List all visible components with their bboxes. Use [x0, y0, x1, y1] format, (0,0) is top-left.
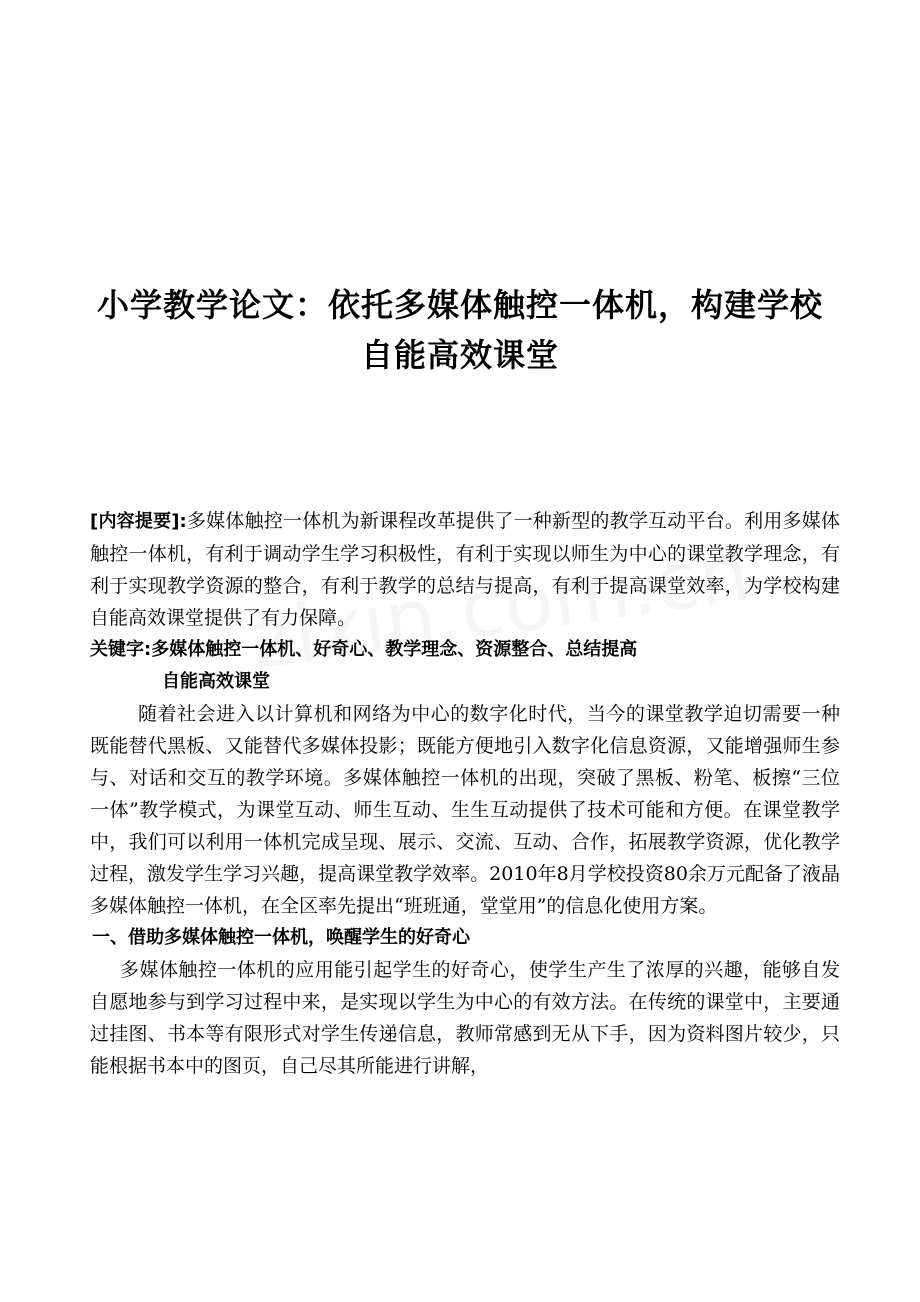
abstract-text: 多媒体触控一体机为新课程改革提供了一种新型的教学互动平台。利用多媒体触控一体机，有利于调动学生学习积极性，有利于实现以师生为中心的课堂教学理念，有利于实现教学资源的整合，有利于教学的总结与提高，有利于提高课堂效率，为学校构建自能高效课堂提供了有力保障。 [90, 510, 840, 629]
document-body [90, 505, 840, 1082]
title-line-2: 自能高效课堂 [360, 336, 559, 374]
section-heading: 一、借助多媒体触控一体机，唤醒学生的好奇心 [92, 927, 470, 948]
abstract-paragraph [90, 505, 840, 634]
title-line-1: 小学教学论文：依托多媒体触控一体机，构建学校 [96, 286, 823, 324]
keywords-line: 关键字:多媒体触控一体机、好奇心、教学理念、资源整合、总结提高 [90, 639, 638, 660]
abstract-label: [内容提要]: [90, 511, 187, 532]
keywords-continuation: 自能高效课堂 [162, 671, 270, 692]
intro-paragraph: 随着社会进入以计算机和网络为中心的数字化时代，当今的课堂教学迫切需要一种既能替代黑板、又能替代多媒体投影；既能方便地引入数字化信息资源，又能增强师生参与、对话和交互的教学环境。多媒体触控一体机的出现，突破了黑板、粉笔、板擦“三位一体”教学模式，为课堂互动、师生互动、生生互动提供了技术可能和方便。在课堂教学中，我们可以利用一体机完成呈现、展示、交流、互动、合作，拓展教学资源，优化教学过程，激发学生学习兴趣，提高课堂教学效率。2010年8月学校投资80余万元配备了液晶多媒体触控一体机，在全区率先提出“班班通，堂堂用”的信息化使用方案。 [90, 703, 840, 917]
section-paragraph: 多媒体触控一体机的应用能引起学生的好奇心，使学生产生了浓厚的兴趣，能够自发自愿地参与到学习过程中来，是实现以学生为中心的有效方法。在传统的课堂中，主要通过挂图、书本等有限形式对学生传递信息，教师常感到无从下手，因为资料图片较少，只能根据书本中的图页，自己尽其所能进行讲解， [90, 959, 840, 1077]
page-title [60, 280, 860, 380]
